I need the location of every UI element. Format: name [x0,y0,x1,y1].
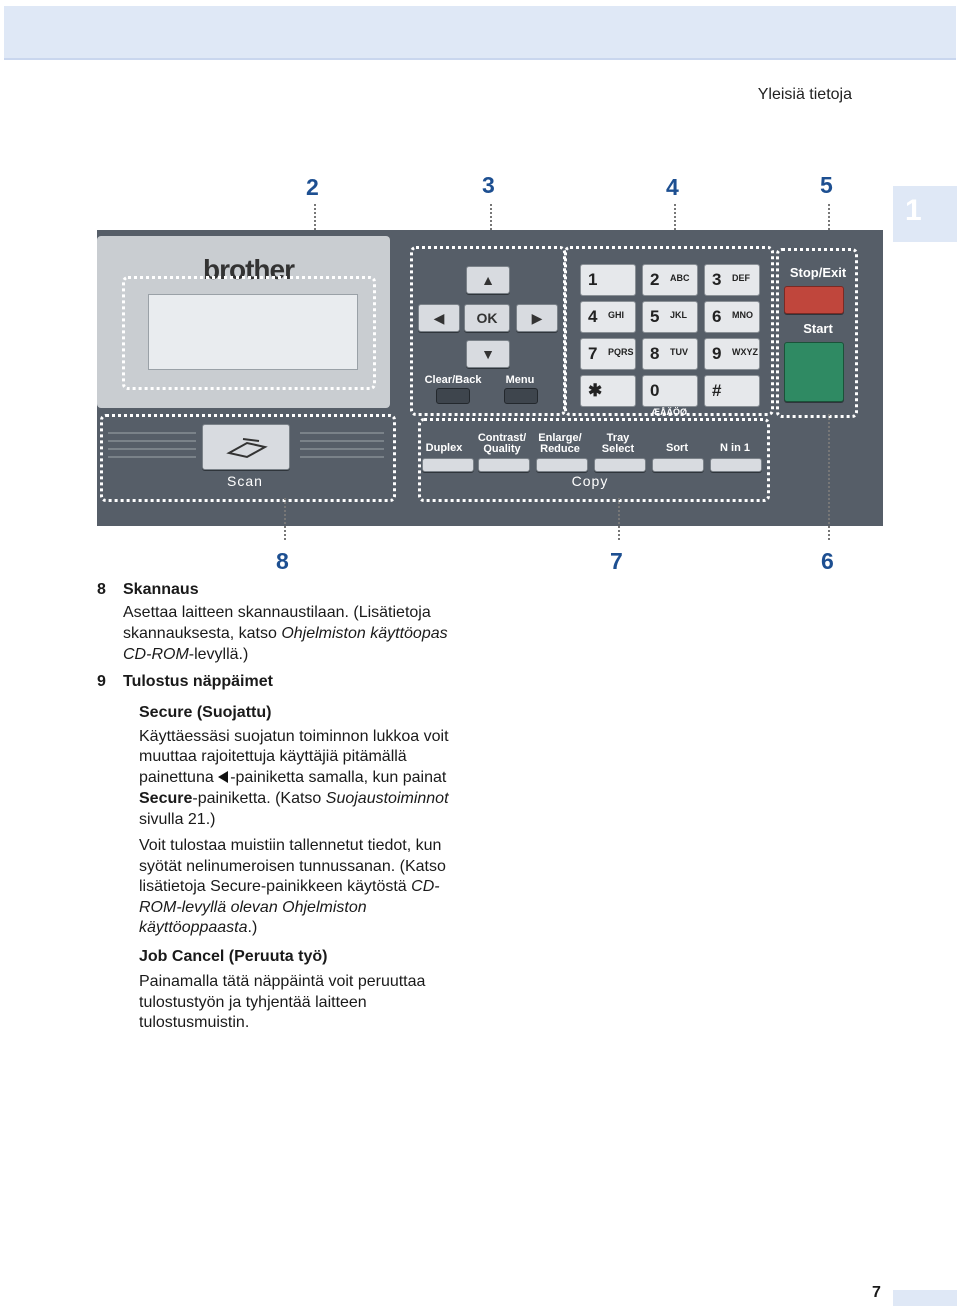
key-0[interactable]: 0 [642,375,698,407]
item-8-title: Skannaus [123,581,199,598]
contrast-quality-button[interactable] [478,458,530,472]
brand-logo: brother [203,254,294,285]
grille-line [300,456,384,458]
sort-label: Sort [666,442,688,454]
secure-line-1: Käyttäessäsi suojatun toiminnon lukkoa voit [139,728,449,745]
key-8[interactable]: 8 TUV [642,338,698,370]
secure-line-4: Secure-painiketta. (Katso Suojaustoiminnot [139,790,449,807]
special-chars-label: ÆÅÄÖØ [651,407,687,417]
grille-line [108,432,196,434]
nin1-button[interactable] [710,458,762,472]
scanner-icon [203,425,289,469]
leader-8 [284,498,286,540]
secure-line-3: painettuna -painiketta samalla, kun painat [139,769,447,786]
grille-line [300,448,384,450]
secure-title: Secure (Suojattu) [139,704,272,721]
callout-3: 3 [482,172,495,198]
menu-label: Menu [505,374,535,386]
start-button[interactable] [784,342,844,402]
chapter-number: 1 [905,194,922,227]
up-button[interactable]: ▲ [466,266,510,294]
chapter-tab [893,186,957,242]
key-6[interactable]: 6 MNO [704,301,760,333]
callout-5: 5 [820,172,833,198]
stop-exit-button[interactable] [784,286,844,314]
duplex-button[interactable] [422,458,474,472]
menu-button[interactable] [504,388,538,404]
callout-8: 8 [276,548,289,574]
enlarge-label: Enlarge/ Reduce [538,432,582,455]
item-9-number: 9 [97,673,106,690]
scan-button[interactable] [202,424,290,470]
item-8-line-2: skannauksesta, katso Ohjelmiston käyttöopas [123,625,448,642]
tray-label: Tray Select [601,432,635,455]
clear-back-label: Clear/Back [424,374,482,386]
contrast-label: Contrast/ Quality [477,432,527,455]
header-band [4,6,956,60]
copy-section-label: Copy [571,473,609,489]
enlarge-reduce-button[interactable] [536,458,588,472]
nin1-label: N in 1 [720,442,750,454]
stop-exit-label: Stop/Exit [789,265,847,280]
page-number: 7 [872,1284,881,1301]
item-8-number: 8 [97,581,106,598]
job-cancel-title: Job Cancel (Peruuta työ) [139,948,328,965]
callout-4: 4 [666,174,679,200]
left-button[interactable]: ◀ [418,304,460,332]
key-1[interactable]: 1 [580,264,636,296]
grille-line [300,440,384,442]
leader-6 [828,414,830,540]
job-line-3: tulostusmuistin. [139,1014,250,1031]
duplex-label: Duplex [425,442,463,454]
ok-button[interactable]: OK [464,304,510,332]
item-8-line-3: CD-ROM-levyllä.) [123,646,249,663]
print-line-3: lisätietoja Secure-painikkeen käytöstä CD- [139,878,440,895]
key-5[interactable]: 5 JKL [642,301,698,333]
print-line-1: Voit tulostaa muistiin tallennetut tiedot, kun [139,837,442,854]
key-3[interactable]: 3 DEF [704,264,760,296]
item-9-title: Tulostus näppäimet [123,673,273,690]
scan-section-label: Scan [227,473,263,489]
key-9[interactable]: 9 WXYZ [704,338,760,370]
left-arrow-icon [218,771,228,783]
job-line-2: tulostustyön ja tyhjentää laitteen [139,994,367,1011]
secure-line-5: sivulla 21.) [139,811,216,828]
tray-select-button[interactable] [594,458,646,472]
sort-button[interactable] [652,458,704,472]
key-hash[interactable]: # [704,375,760,407]
print-line-5: käyttöoppaasta.) [139,919,258,936]
leader-7 [618,498,620,540]
grille-line [108,456,196,458]
clear-back-button[interactable] [436,388,470,404]
print-line-4: ROM-levyllä olevan Ohjelmiston [139,899,367,916]
callout-2: 2 [306,174,319,200]
down-button[interactable]: ▼ [466,340,510,368]
item-8-line-1: Asettaa laitteen skannaustilaan. (Lisätietoja [123,604,431,621]
print-line-2: syötät nelinumeroisen tunnussanan. (Katso [139,858,446,875]
key-7[interactable]: 7 PQRS [580,338,636,370]
start-label: Start [803,321,833,336]
right-button[interactable]: ▶ [516,304,558,332]
secure-line-2: muuttaa rajoitettuja käyttäjiä pitämällä [139,748,407,765]
grille-line [300,432,384,434]
page-number-bar [893,1290,957,1306]
grille-line [108,448,196,450]
lcd-highlight [122,276,376,390]
callout-7: 7 [610,548,623,574]
key-4[interactable]: 4 GHI [580,301,636,333]
job-line-1: Painamalla tätä näppäintä voit peruuttaa [139,973,426,990]
callout-6: 6 [821,548,834,574]
key-star[interactable]: ✱ [580,375,636,407]
running-head: Yleisiä tietoja [757,86,852,103]
grille-line [108,440,196,442]
key-2[interactable]: 2 ABC [642,264,698,296]
